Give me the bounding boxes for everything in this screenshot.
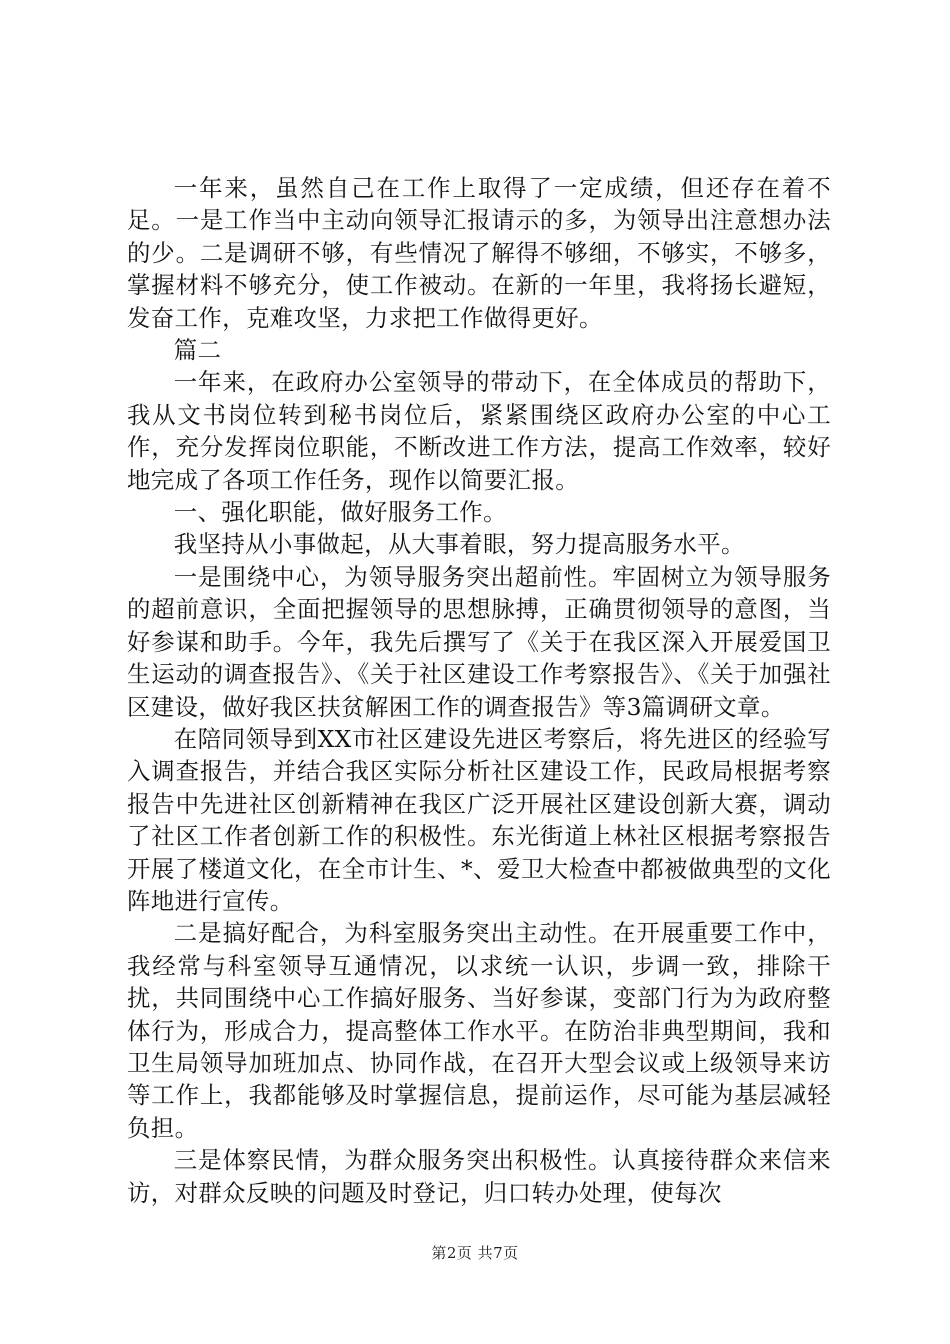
paragraph-point-one: 一是围绕中心，为领导服务突出超前性。牢固树立为领导服务的超前意识，全面把握领导的思想脉搏，正确贯彻领导的意图，当好参谋和助手。今年，我先后撰写了《关于在我区深入开展爱国卫生运动的调查报告》、《关于社区建设工作考察报告》、《关于加强社区建设，做好我区扶贫解困工作的调查报告》等3篇调研文章。: [127, 562, 831, 721]
document-body: [127, 172, 831, 1209]
paragraph-point-two: 二是搞好配合，为科室服务突出主动性。在开展重要工作中，我经常与科室领导互通情况，以求统一认识，步调一致，排除干扰，共同围绕中心工作搞好服务、当好参谋，变部门行为为政府整体行为，形成合力，提高整体工作水平。在防治非典型期间，我和卫生局领导加班加点、协同作战，在召开大型会议或上级领导来访等工作上，我都能够及时掌握信息，提前运作，尽可能为基层减轻负担。: [127, 919, 831, 1142]
paragraph-service-level: 我坚持从小事做起，从大事着眼，努力提高服务水平。: [173, 530, 745, 559]
section-heading-part-two: 篇二: [173, 336, 222, 365]
paragraph-inspection: 在陪同领导到XX市社区建设先进区考察后，将先进区的经验写入调查报告，并结合我区实际分析社区建设工作，民政局根据考察报告中先进社区创新精神在我区广泛开展社区建设创新大赛，调动了社区工作者创新工作的积极性。东光街道上林社区根据考察报告开展了楼道文化，在全市计生、*、爱卫大检查中都被做典型的文化阵地进行宣传。: [127, 724, 831, 915]
paragraph-intro: 一年来，在政府办公室领导的带动下，在全体成员的帮助下，我从文书岗位转到秘书岗位后，紧紧围绕区政府办公室的中心工作，充分发挥岗位职能，不断改进工作方法，提高工作效率，较好地完成了各项工作任务，现作以简要汇报。: [127, 368, 831, 494]
section-heading-strengthen-functions: 一、强化职能，做好服务工作。: [173, 498, 507, 527]
paragraph-point-three: 三是体察民情，为群众服务突出积极性。认真接待群众来信来访，对群众反映的问题及时登记，归口转办处理，使每次: [127, 1146, 831, 1207]
paragraph-summary: 一年来，虽然自己在工作上取得了一定成绩，但还存在着不足。一是工作当中主动向领导汇报请示的多，为领导出注意想办法的少。二是调研不够，有些情况了解得不够细，不够实，不够多，掌握材料不够充分，使工作被动。在新的一年里，我将扬长避短，发奋工作，克难攻坚，力求把工作做得更好。: [127, 174, 831, 332]
page-number-footer: 第2页 共7页: [431, 1244, 519, 1262]
